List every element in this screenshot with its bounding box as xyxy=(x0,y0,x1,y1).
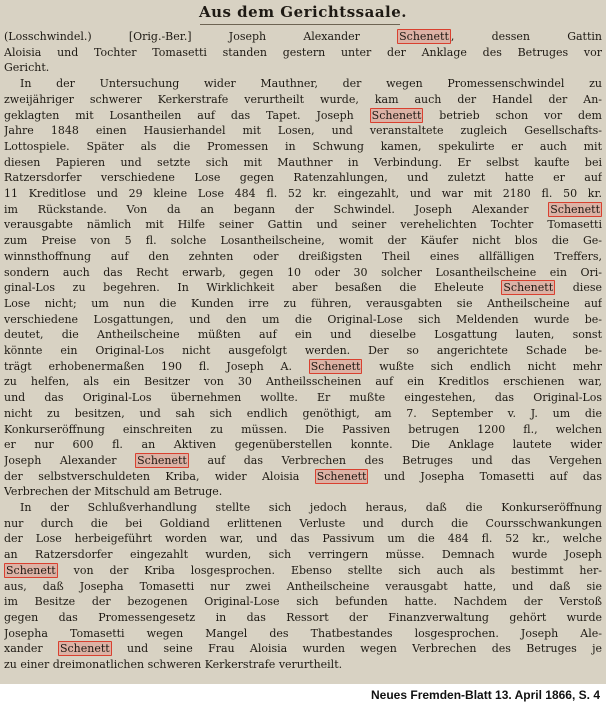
article-line: Konkurseröffnung einschreiten zu müssen. Die Passiven betrugen 1200 fl., welchen xyxy=(4,422,602,436)
article-line: der Lose herbeigeführt worden war, und das Passivum um die 484 fl. 52 kr., welche xyxy=(4,532,602,546)
article-line: Schenett von der Kriba losgesprochen. Ebenso stellte sich auch als bestimmt her- xyxy=(6,563,602,577)
article-line: xander Schenett und seine Frau Aloisia wurden wegen Verbrechen des Betruges je xyxy=(4,642,602,656)
article-line: Lottospiele. Später als die Promessen in Schwung kamen, spekulirte er auch mit xyxy=(4,139,602,153)
article-line: verausgabte nämlich mit Hilfe seiner Gattin und seiner verehelichten Tochter Tomasetti xyxy=(4,218,602,232)
article-line: winnsthoffnung auf den zehnten oder dreißigsten Theil eines allfälligen Treffers, xyxy=(4,249,602,263)
article-line: ginal-Los zu begehren. In Wirklichkeit aber besaßen die Eheleute Schenett diese xyxy=(4,281,602,295)
article-line: nicht zu besitzen, und sah sich endlich genöthigt, am 7. September v. J. um die xyxy=(4,406,602,420)
article-line: Lose nicht; um nun die Kunden irre zu führen, verausgabten sie Antheilscheine auf xyxy=(4,296,602,310)
article-line: trägt erhobenermaßen 190 fl. Joseph A. Schenett wußte sich endlich nicht mehr xyxy=(4,359,602,373)
article-line: diesen Papieren und setzte sich mit Mauthner in Verbindung. Er selbst kaufte bei xyxy=(4,155,602,169)
article-line: 11 Kreditlose und 29 kleine Lose 484 fl. 52 kr. eingezahlt, und war mit 2180 fl. 50 kr. xyxy=(4,187,602,200)
article-line: deutet, die Antheilscheine müßten auf ein und dieselbe Losgattung lauten, sonst xyxy=(4,328,602,342)
article-line: geklagten mit Losantheilen auf das Tapet. Joseph Schenett betrieb schon vor dem xyxy=(4,108,602,122)
article-line: zu einer dreimonatlichen schweren Kerkerstrafe verurtheilt. xyxy=(4,658,343,671)
article-line: im Besitze der bezogenen Original-Lose sich befunden hatte. Nachdem der Verstoß xyxy=(4,595,602,609)
article-line: Ratzersdorfer verschiedene Lose gegen Ratenzahlungen, und zuletzt hatte er auf xyxy=(4,171,602,185)
article-line: verschiedene Losgattungen, und den um die Original-Lose sich Meldenden wurde be- xyxy=(4,312,602,326)
article-line: zum Preise von 5 fl. solche Losantheilscheine, womit der Käufer nicht blos die Ge- xyxy=(4,234,602,248)
highlighted-name: Schenett xyxy=(550,202,600,216)
highlighted-name: Schenett xyxy=(6,563,56,577)
highlighted-name: Schenett xyxy=(503,281,554,295)
title-divider xyxy=(200,24,400,25)
article-title: Aus dem Gerichtssaale. xyxy=(198,3,408,21)
article-line: Josepha Tomasetti wegen Mangel des Thatbestandes losgesprochen. Joseph Ale- xyxy=(4,626,602,640)
article-line: an Ratzersdorfer eingezahlt wurden, sich verringern müsse. Demnach wurde Joseph xyxy=(4,548,602,562)
article-line: der selbstverschuldeten Kriba, wider Aloisia Schenett und Josepha Tomasetti auf das xyxy=(4,469,602,483)
article-line: Jahre 1848 einen Hausierhandel mit Losen, und veranstaltete zugleich Gesellschafts- xyxy=(4,124,602,138)
article-line: nur durch die bei Goldiand erlittenen Verluste und durch die Coursschwankungen xyxy=(4,516,602,530)
highlighted-name: Schenett xyxy=(59,642,110,656)
article-line: gegen das Promessengesetz in das Ressort der Finanzverwaltung gehört wurde xyxy=(4,610,602,624)
article-line: und das Original-Los übernehmen wollte. Er mußte eingestehen, das Original-Los xyxy=(4,391,602,405)
article-line: (Losschwindel.) [Orig.-Ber.] Joseph Alexander Schenett , dessen Gattin xyxy=(4,30,602,43)
source-caption: Neues Fremden-Blatt 13. April 1866, S. 4 xyxy=(371,688,600,702)
article-line: zu helfen, als ein Besitzer von 30 Antheilsscheinen auf ein Kreditlos erschienen war, xyxy=(4,375,602,389)
highlighted-name: Schenett xyxy=(371,108,422,122)
article-line: könnte ein Original-Los nicht ausgefolgt werden. Der so angerichtete Schade be- xyxy=(4,344,602,357)
article-line: Gericht. xyxy=(4,61,50,75)
article-line: sondern auch das Recht erwarb, gegen 10 oder 30 solcher Losantheilscheine ein Ori- xyxy=(4,265,602,279)
article-line: im Rückstande. Von da an begann der Schwindel. Joseph Alexander Schenett xyxy=(4,202,600,216)
article-line: In der Untersuchung wider Mauthner, der wegen Promessenschwindel zu xyxy=(20,77,602,91)
article-line: aus, daß Josepha Tomasetti nur zwei Antheilscheine verausgabt hatte, und daß sie xyxy=(4,579,602,593)
article-line: Joseph Alexander Schenett auf das Verbrechen des Betruges und das Vergehen xyxy=(4,453,602,467)
highlighted-name: Schenett xyxy=(310,359,361,373)
article-line: Verbrechen der Mitschuld am Betruge. xyxy=(4,485,223,499)
highlighted-name: Schenett xyxy=(137,453,187,467)
article-line: er nur 600 fl. an Aktiven gegenüberstellen konnte. Die Anklage lautete wider xyxy=(4,438,602,452)
article-line: zweijähriger schwerer Kerkerstrafe verurtheilt wurde, kam auch der Handel der An- xyxy=(4,92,602,106)
highlighted-name: Schenett xyxy=(316,469,367,483)
highlighted-name: Schenett xyxy=(399,30,449,43)
article-line: Aloisia und Tochter Tomasetti standen gestern unter der Anklage des Betruges vor xyxy=(4,45,602,59)
article-line: In der Schlußverhandlung stellte sich jedoch heraus, daß die Konkurseröffnung xyxy=(20,501,602,514)
